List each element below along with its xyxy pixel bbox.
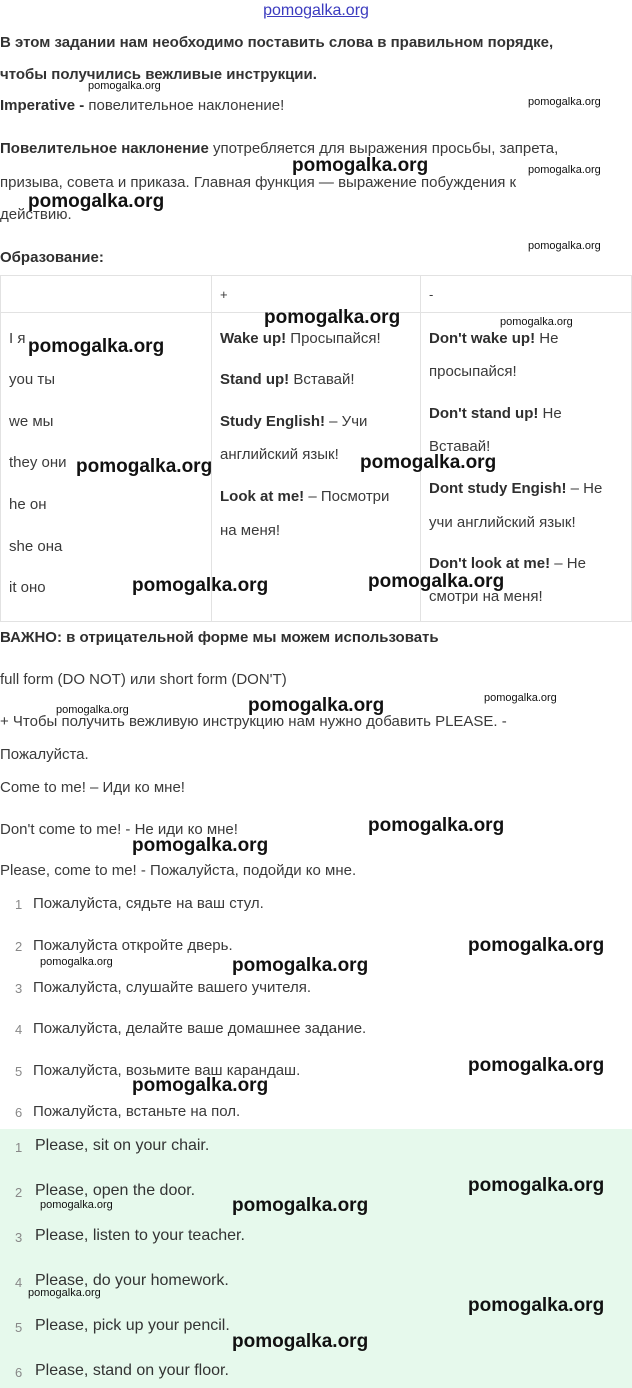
watermark: pomogalka.org — [132, 835, 269, 856]
watermark: pomogalka.org — [292, 155, 429, 176]
negative-example-cont: просыпайся! — [429, 363, 517, 380]
list-item-number: 1 — [15, 897, 23, 912]
watermark: pomogalka.org — [28, 1287, 101, 1299]
pronoun: he он — [9, 496, 47, 513]
positive-example-cont: английский язык! — [220, 446, 339, 463]
watermark: pomogalka.org — [500, 316, 573, 328]
imperative-definition — [0, 97, 284, 115]
example-line: Please, come to me! - Пожалуйста, подойди ко мне. — [0, 862, 357, 879]
imperative-desc: повелительное наклонение! — [84, 97, 285, 114]
watermark: pomogalka.org — [528, 164, 601, 176]
watermark: pomogalka.org — [248, 695, 385, 716]
answer-item: Please, sit on your chair. — [35, 1137, 210, 1154]
list-item-number: 4 — [15, 1022, 23, 1037]
answer-item: Please, do your homework. — [35, 1272, 229, 1289]
positive-example: Study English! – Учи — [220, 413, 368, 430]
watermark: pomogalka.org — [232, 1331, 369, 1352]
imperative-term: Imperative - — [0, 97, 85, 114]
answer-number: 6 — [15, 1365, 23, 1380]
positive-example: Look at me! – Посмотри — [220, 488, 390, 505]
pronoun: they они — [9, 454, 67, 471]
usage-term: Повелительное наклонение — [0, 140, 209, 157]
intro-line-1: В этом задании нам необходимо поставить слова в правильном порядке, — [0, 34, 554, 51]
list-item: Пожалуйста, встаньте на пол. — [33, 1103, 241, 1120]
list-item: Пожалуйста, сядьте на ваш стул. — [33, 895, 264, 912]
negative-example: Don't wake up! Не — [429, 330, 559, 347]
watermark: pomogalka.org — [88, 80, 161, 92]
negative-example-cont: смотри на меня! — [429, 588, 543, 605]
example-line: Come to me! – Иди ко мне! — [0, 779, 185, 796]
usage-line-2: призыва, совета и приказа. Главная функция — выражение побуждения к — [0, 174, 517, 191]
watermark: pomogalka.org — [132, 575, 269, 596]
important-line-4: Пожалуйста. — [0, 746, 89, 763]
table-header-cell — [1, 276, 212, 313]
important-line-1: ВАЖНО: в отрицательной форме мы можем использовать — [0, 629, 439, 646]
watermark: pomogalka.org — [468, 1295, 605, 1316]
negative-example-cont: учи английский язык! — [429, 514, 576, 531]
answer-item: Please, open the door. — [35, 1182, 196, 1199]
answer-item: Please, pick up your pencil. — [35, 1317, 230, 1334]
answer-item: Please, stand on your floor. — [35, 1362, 229, 1379]
list-item: Пожалуйста, возьмите ваш карандаш. — [33, 1062, 301, 1079]
answer-number: 5 — [15, 1320, 23, 1335]
formation-heading: Образование: — [0, 249, 104, 266]
list-item-number: 3 — [15, 981, 23, 996]
example-line: Don't come to me! - Не иди ко мне! — [0, 821, 238, 838]
watermark: pomogalka.org — [40, 1199, 113, 1211]
important-line-3: + Чтобы получить вежливую инструкцию нам нужно добавить PLEASE. - — [0, 713, 507, 730]
list-item: Пожалуйста, слушайте вашего учителя. — [33, 979, 312, 996]
answer-item: Please, listen to your teacher. — [35, 1227, 245, 1244]
pronoun: you ты — [9, 371, 56, 388]
list-item: Пожалуйста, делайте ваше домашнее задание. — [33, 1020, 367, 1037]
list-item-number: 2 — [15, 939, 23, 954]
watermark: pomogalka.org — [132, 1075, 269, 1096]
table-header-cell: - — [421, 276, 632, 313]
intro-line-2: чтобы получились вежливые инструкции. — [0, 66, 317, 83]
pronoun: we мы — [9, 413, 54, 430]
positive-example: Stand up! Вставай! — [220, 371, 355, 388]
negative-example-cont: Вставай! — [429, 438, 491, 455]
negative-example: Dont study Engish! – Не — [429, 480, 603, 497]
watermark: pomogalka.org — [528, 240, 601, 252]
list-item-number: 5 — [15, 1064, 23, 1079]
pronoun: it оно — [9, 579, 46, 596]
watermark: pomogalka.org — [264, 307, 401, 328]
negative-example: Don't stand up! Не — [429, 405, 562, 422]
table-header-cell: + — [212, 276, 421, 313]
usage-line-3: действию. — [0, 206, 72, 223]
watermark: pomogalka.org — [368, 815, 505, 836]
positive-example: Wake up! Просыпайся! — [220, 330, 381, 347]
answer-number: 4 — [15, 1275, 23, 1290]
watermark: pomogalka.org — [232, 955, 369, 976]
watermark: pomogalka.org — [468, 935, 605, 956]
watermark: pomogalka.org — [528, 96, 601, 108]
pronoun: I я — [9, 330, 26, 347]
watermark: pomogalka.org — [28, 336, 165, 357]
list-item: Пожалуйста откройте дверь. — [33, 937, 233, 954]
pronoun: she она — [9, 538, 63, 555]
important-line-2: full form (DO NOT) или short form (DON'T) — [0, 671, 287, 688]
watermark: pomogalka.org — [28, 191, 165, 212]
watermark: pomogalka.org — [368, 571, 505, 592]
watermark: pomogalka.org — [76, 456, 213, 477]
negative-example: Don't look at me! – Не — [429, 555, 586, 572]
watermark: pomogalka.org — [56, 704, 129, 716]
usage-line1-rest: употребляется для выражения просьбы, запрета, — [208, 140, 559, 157]
watermark: pomogalka.org — [232, 1195, 369, 1216]
list-item-number: 6 — [15, 1105, 23, 1120]
answer-number: 3 — [15, 1230, 23, 1245]
answer-number: 1 — [15, 1140, 23, 1155]
site-brand-link[interactable]: pomogalka.org — [263, 2, 369, 19]
watermark: pomogalka.org — [484, 692, 557, 704]
usage-line-1 — [0, 140, 558, 158]
watermark: pomogalka.org — [360, 452, 497, 473]
answer-number: 2 — [15, 1185, 23, 1200]
watermark: pomogalka.org — [468, 1055, 605, 1076]
watermark: pomogalka.org — [468, 1175, 605, 1196]
positive-example-cont: на меня! — [220, 522, 281, 539]
watermark: pomogalka.org — [40, 956, 113, 968]
